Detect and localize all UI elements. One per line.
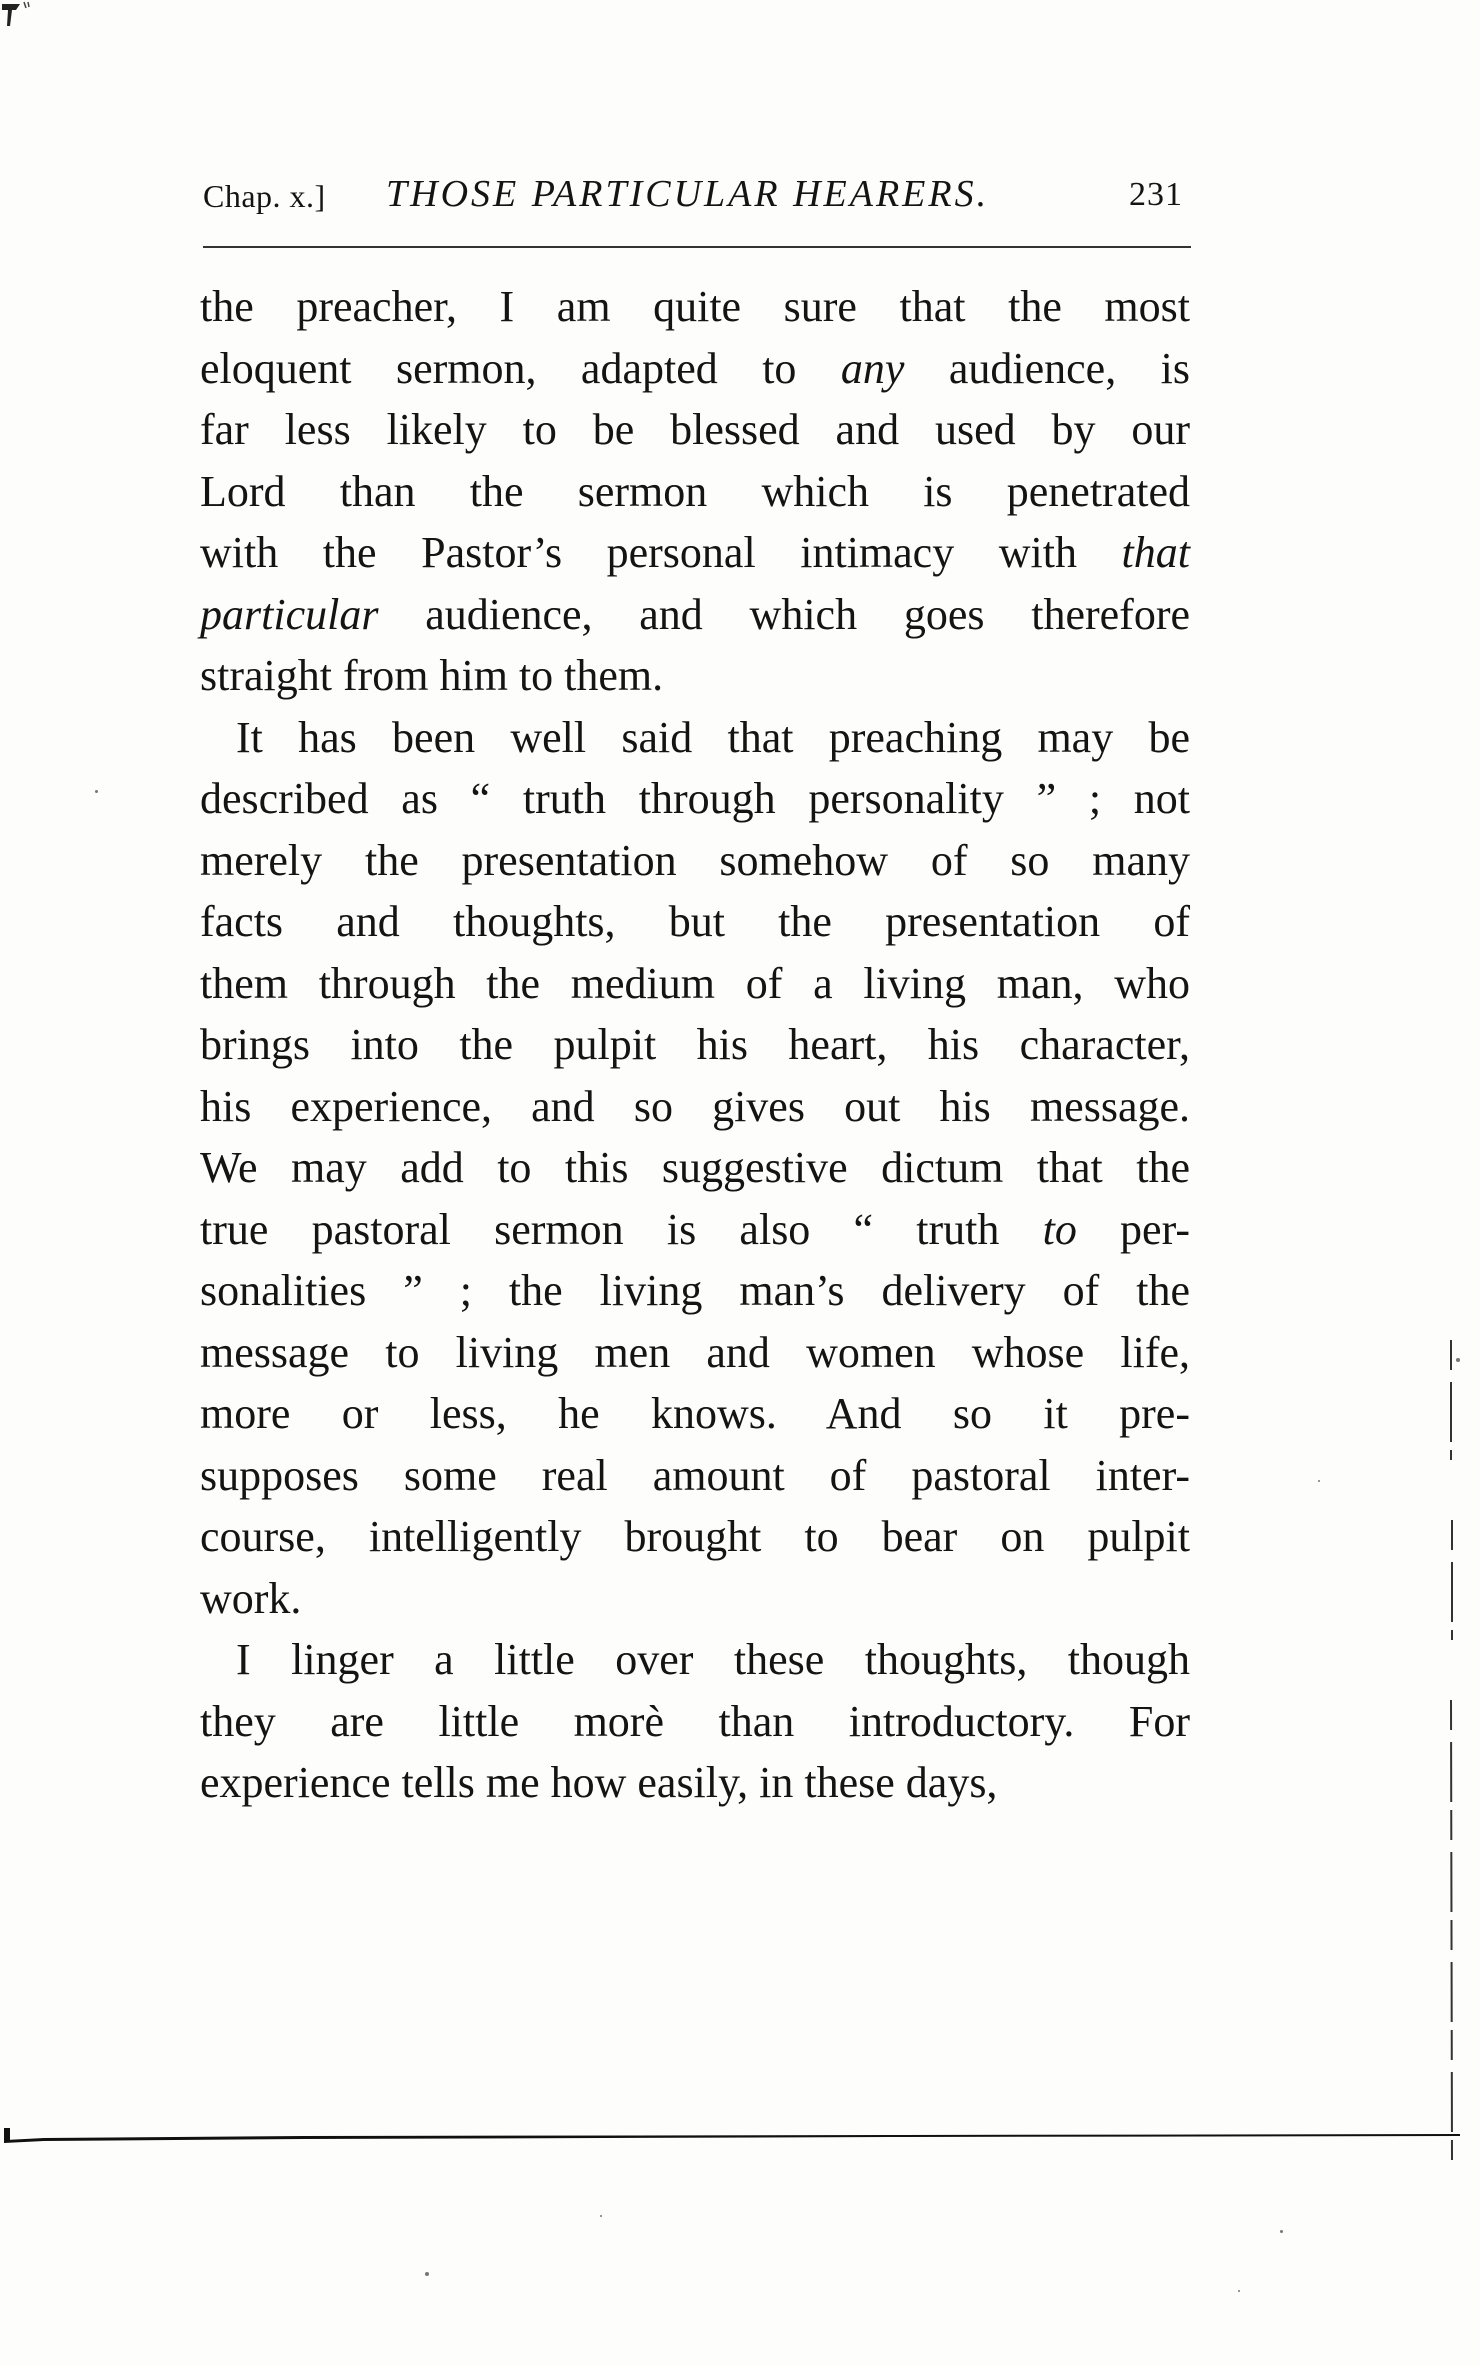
text-line [200, 1076, 1190, 1138]
text-line [200, 1445, 1190, 1507]
paragraph [200, 1629, 1190, 1814]
text-run: experience tells me how easily, in these days, [200, 1758, 998, 1807]
text-run: We may add to this suggestive dictum that the [200, 1143, 1190, 1192]
paper-speck [1280, 2230, 1283, 2233]
text-run: described as “ truth through personality ” ; not [200, 774, 1190, 823]
text-run: the preacher, I am quite sure that the most [200, 282, 1190, 331]
page-bottom-rule [4, 2124, 1460, 2144]
italic-word: to [1042, 1204, 1077, 1254]
text-run: sonalities ” ; the living man’s delivery of the [200, 1266, 1190, 1315]
text-run: audience, and which goes therefore [378, 589, 1190, 639]
page-number: 231 [1129, 176, 1183, 213]
chapter-label: Chap. x.] [203, 178, 326, 214]
text-run: more or less, he knows. And so it pre- [200, 1389, 1190, 1438]
italic-word: any [840, 343, 905, 393]
paper-speck [1238, 2290, 1240, 2292]
text-line [200, 461, 1190, 523]
text-line [200, 522, 1190, 584]
text-line [200, 707, 1190, 769]
text-line [200, 830, 1190, 892]
text-line [200, 1322, 1190, 1384]
text-run: I linger a little over these thoughts, though [236, 1635, 1190, 1684]
running-title: THOSE PARTICULAR HEARERS. [386, 173, 990, 215]
text-line [200, 1383, 1190, 1445]
text-run: course, intelligently brought to bear on pulpit [200, 1512, 1190, 1561]
text-run: supposes some real amount of pastoral inter- [200, 1450, 1190, 1500]
text-run: facts and thoughts, but the presentation of [200, 897, 1190, 946]
paragraph [200, 707, 1190, 1630]
text-line [200, 1199, 1190, 1261]
text-line [200, 1568, 1190, 1630]
text-run: message to living men and women whose life, [200, 1327, 1190, 1377]
corner-ink-mark [0, 0, 40, 40]
text-run: with the Pastor’s personal intimacy with [200, 528, 1122, 577]
text-run: his experience, and so gives out his message. [200, 1081, 1190, 1131]
text-run: per- [1076, 1204, 1190, 1254]
text-run: It has been well said that preaching may be [236, 712, 1190, 762]
paper-speck [1456, 1358, 1460, 1362]
text-run: audience, is [904, 343, 1190, 393]
text-line [200, 1752, 1190, 1814]
text-line [200, 645, 1190, 707]
running-head [203, 172, 1191, 232]
text-line [200, 1137, 1190, 1199]
text-line [200, 1691, 1190, 1753]
text-run: brings into the pulpit his heart, his character, [200, 1020, 1190, 1069]
text-line [200, 768, 1190, 830]
text-run: true pastoral sermon is also “ truth [200, 1204, 1043, 1254]
text-line [200, 584, 1190, 646]
text-line [200, 399, 1190, 461]
page-edge-shadow [1448, 1340, 1456, 2160]
text-line [200, 338, 1190, 400]
paper-speck [1318, 1480, 1320, 1482]
paper-speck [600, 2215, 602, 2217]
text-run: them through the medium of a living man, who [200, 958, 1190, 1008]
text-line [200, 953, 1190, 1015]
italic-word: that [1121, 528, 1190, 577]
text-run: Lord than the sermon which is penetrated [200, 466, 1190, 516]
text-run: straight from him to them. [200, 651, 664, 700]
text-line [200, 1260, 1190, 1322]
text-line [200, 1014, 1190, 1076]
header-rule [203, 246, 1191, 248]
text-line [200, 276, 1190, 338]
body-text [200, 276, 1190, 1814]
paragraph [200, 276, 1190, 707]
text-run: they are little morè than introductory. For [200, 1696, 1190, 1746]
text-run: far less likely to be blessed and used by our [200, 405, 1190, 454]
text-run: work. [200, 1573, 302, 1623]
paper-speck [425, 2272, 429, 2276]
text-line [200, 891, 1190, 953]
text-run: merely the presentation somehow of so many [200, 835, 1190, 885]
text-line [200, 1506, 1190, 1568]
paper-speck [95, 790, 98, 793]
text-run: eloquent sermon, adapted to [200, 343, 841, 393]
italic-word: particular [200, 589, 379, 639]
text-line [200, 1629, 1190, 1691]
